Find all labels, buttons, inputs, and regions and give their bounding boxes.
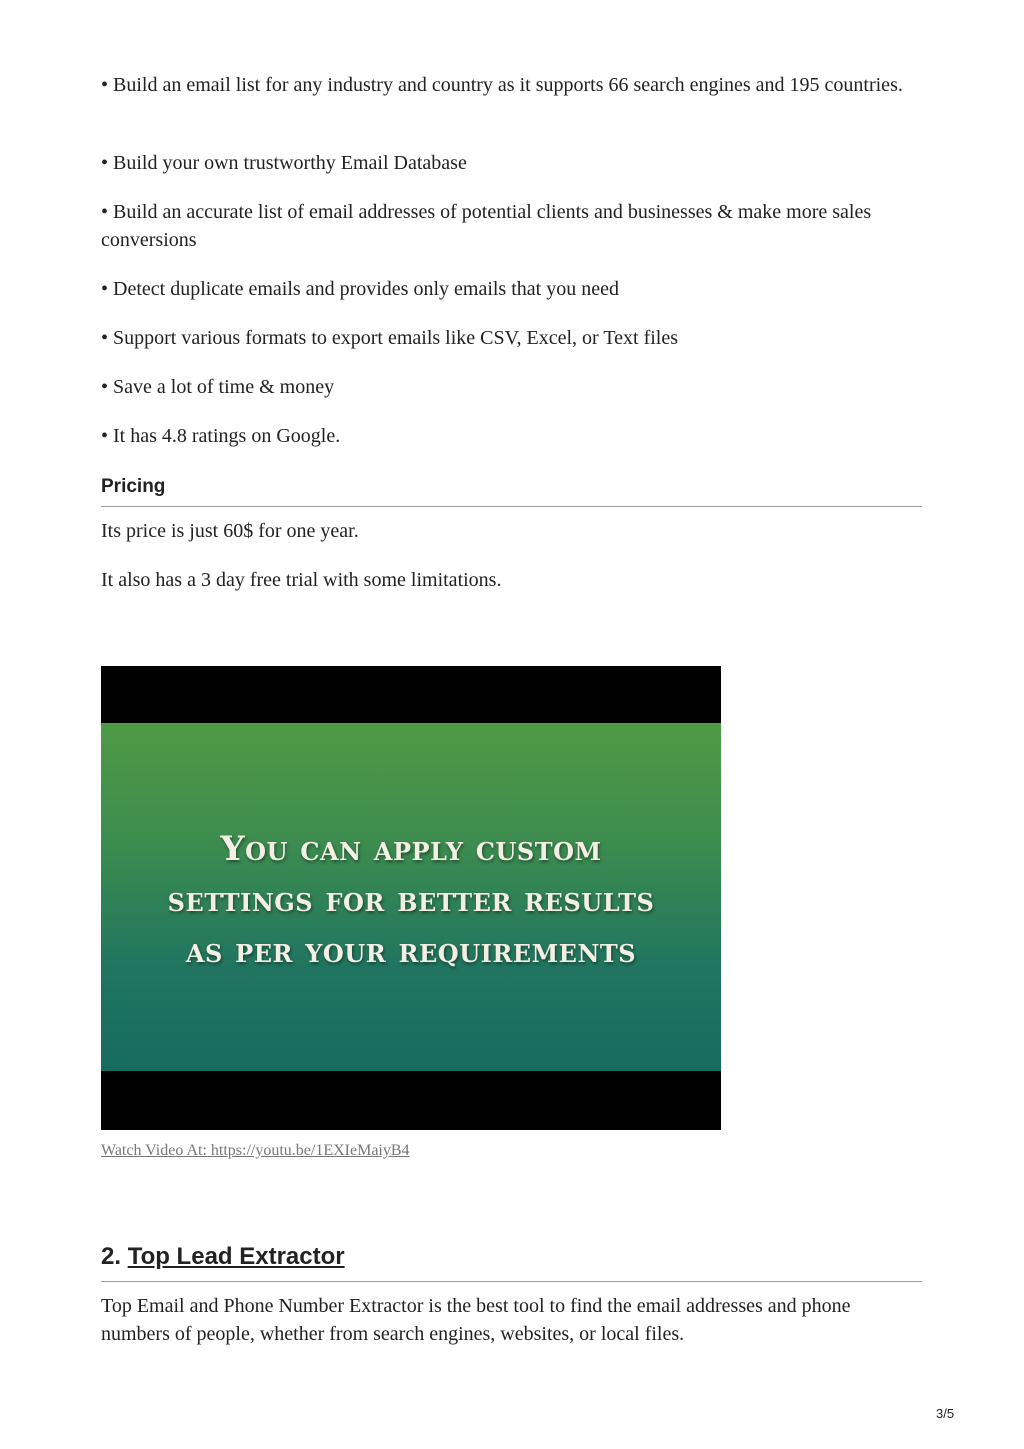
section-description: Top Email and Phone Number Extractor is the best tool to find the email addresses and phone numbers of people, whether from search engines, websites, or local files.: [101, 1295, 851, 1345]
feature-item-save-time: • Save a lot of time & money: [101, 376, 335, 398]
video-text-line-3: as per your requirements: [185, 930, 637, 971]
video-frame: [101, 723, 721, 1071]
section-heading: [101, 1243, 345, 1271]
video-thumbnail[interactable]: [101, 666, 721, 1130]
feature-item-search-engines: • Build an email list for any industry and country as it supports 66 search engines and 195 countries.: [101, 74, 903, 96]
section-number: 2.: [101, 1243, 122, 1270]
pricing-divider: [101, 506, 922, 507]
video-overlay-text: [168, 824, 655, 977]
feature-item-accurate-list: • Build an accurate list of email addresses of potential clients and businesses & make more sales conversions: [101, 201, 872, 251]
section-title-link[interactable]: Top Lead Extractor: [127, 1243, 345, 1270]
feature-item-email-database: • Build your own trustworthy Email Database: [101, 152, 467, 174]
pricing-price-text: Its price is just 60$ for one year.: [101, 520, 359, 542]
pricing-heading: Pricing: [101, 476, 166, 497]
feature-item-ratings: • It has 4.8 ratings on Google.: [101, 425, 341, 447]
feature-item-export-formats: • Support various formats to export emails like CSV, Excel, or Text files: [101, 327, 679, 349]
page-number: 3/5: [936, 1406, 955, 1421]
section-divider: [101, 1281, 922, 1282]
feature-item-duplicates: • Detect duplicate emails and provides only emails that you need: [101, 278, 619, 300]
video-text-line-1: You can apply custom: [220, 828, 602, 869]
pricing-trial-text: It also has a 3 day free trial with some limitations.: [101, 569, 502, 591]
video-text-line-2: settings for better results: [167, 879, 655, 920]
video-link[interactable]: Watch Video At: https://youtu.be/1EXIeMaiyB4: [101, 1142, 410, 1159]
